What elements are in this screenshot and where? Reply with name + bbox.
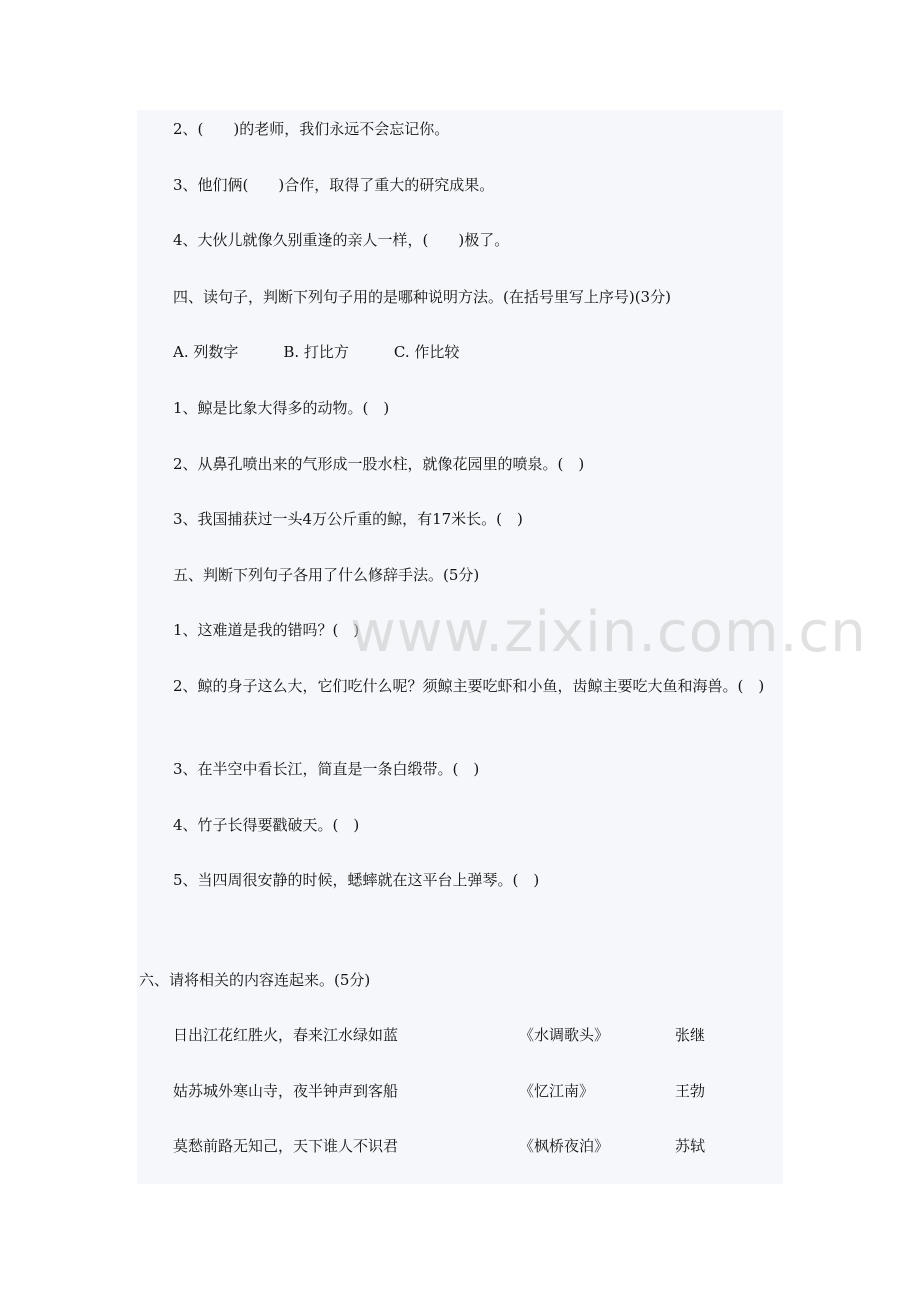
question-5-1: 1、这难道是我的错吗？( ) (173, 621, 360, 639)
question-5-2: 2、鲸的身子这么大，它们吃什么呢？须鲸主要吃虾和小鱼，齿鲸主要吃大鱼和海兽。( ) (173, 677, 765, 695)
work-3: 《枫桥夜泊》 (519, 1137, 610, 1155)
question-4-3: 3、我国捕获过一头4万公斤重的鲸，有17米长。( ) (173, 510, 523, 528)
question-5-4: 4、竹子长得要戳破天。( ) (173, 816, 360, 834)
work-1: 《水调歌头》 (519, 1026, 610, 1044)
author-1: 张继 (675, 1026, 706, 1044)
author-3: 苏轼 (675, 1137, 706, 1155)
question-4-1: 1、鲸是比象大得多的动物。( ) (173, 399, 390, 417)
question-3-4: 4、大伙儿就像久别重逢的亲人一样，( )极了。 (173, 231, 510, 249)
question-5-5: 5、当四周很安静的时候，蟋蟀就在这平台上弹琴。( ) (173, 871, 540, 889)
section-6-title: 六、请将相关的内容连起来。(5分) (139, 971, 371, 989)
verse-3: 莫愁前路无知己，天下谁人不识君 (173, 1137, 399, 1155)
section-4-title: 四、读句子，判断下列句子用的是哪种说明方法。(在括号里写上序号)(3分) (173, 288, 671, 306)
section-4-options: A. 列数字 B. 打比方 C. 作比较 (173, 343, 460, 361)
verse-2: 姑苏城外寒山寺，夜半钟声到客船 (173, 1082, 399, 1100)
section-5-title: 五、判断下列句子各用了什么修辞手法。(5分) (173, 566, 480, 584)
watermark: www.zixin.com.cn (350, 600, 867, 665)
author-2: 王勃 (675, 1082, 706, 1100)
question-5-3: 3、在半空中看长江，简直是一条白缎带。( ) (173, 760, 480, 778)
verse-1: 日出江花红胜火，春来江水绿如蓝 (173, 1026, 399, 1044)
question-3-2: 2、( )的老师，我们永远不会忘记你。 (173, 120, 450, 138)
question-4-2: 2、从鼻孔喷出来的气形成一股水柱，就像花园里的喷泉。( ) (173, 455, 585, 473)
question-3-3: 3、他们俩( )合作，取得了重大的研究成果。 (173, 176, 495, 194)
work-2: 《忆江南》 (519, 1082, 595, 1100)
